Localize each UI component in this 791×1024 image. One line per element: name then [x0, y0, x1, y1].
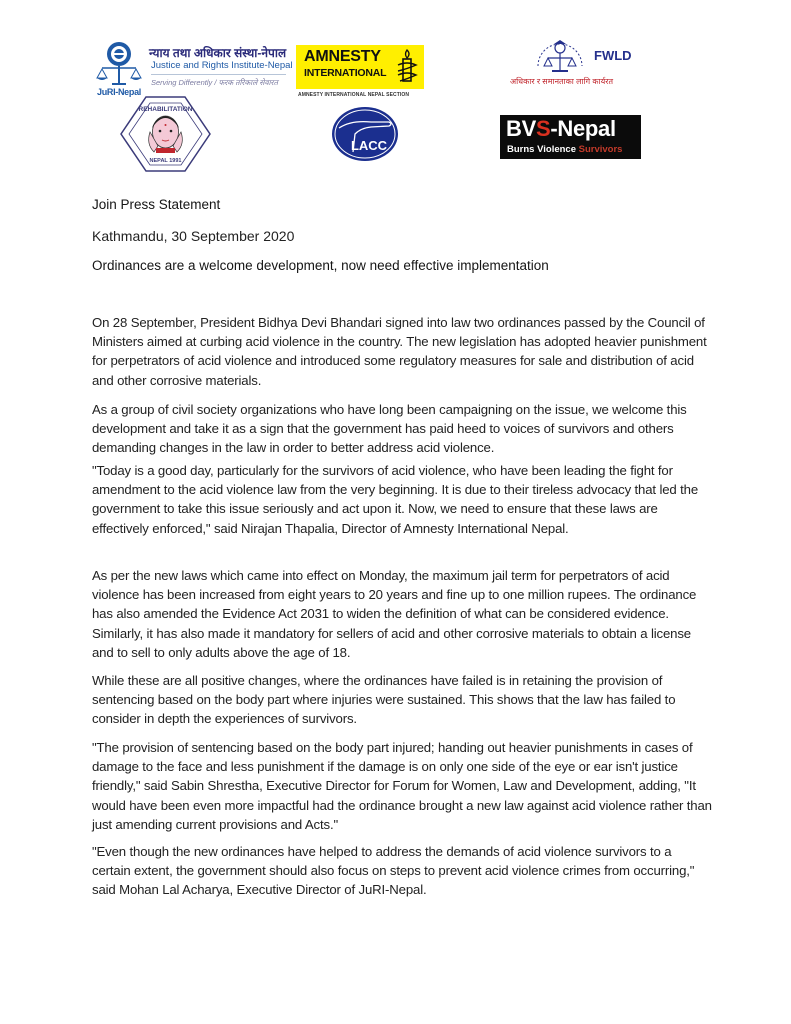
amnesty-international-logo [296, 45, 424, 99]
paragraph-3: "Today is a good day, particularly for the survivors of acid violence, who have been leading the fight for amendment to the acid violence law from the very beginning. It is due to their tireless advocacy that led the government to take this issue seriously and act upon it. Now, we need to ensure that these laws are effectively enforced," said Nirajan Thapalia, Director of Amnesty International Nepal. [92, 463, 699, 536]
lacc-hand-emblem-icon [331, 106, 399, 162]
svg-text:REHABILITATION: REHABILITATION [138, 106, 193, 113]
paragraph-2: As a group of civil society organizations who have long been campaigning on the issue, we welcome this development and take it as a sign that the government has paid heed to voices of survivors and others demanding changes in the law in order to better address acid violence. [92, 402, 687, 456]
candle-in-barbed-wire-icon [396, 49, 418, 85]
paragraph-4: As per the new laws which came into effect on Monday, the maximum jail term for perpetrators of acid violence has been increased from eight years to 20 years and fine up to one million rupees. The ordinance has also amended the Evidence Act 2031 to widen the definition of what can be considered evidence. Similarly, it has also made it mandatory for sellers of acid and other corrosive materials to obtain a license and to sell to only adults above the age of 18. [92, 568, 697, 660]
fwld-logo [510, 32, 670, 107]
paragraph-6: "The provision of sentencing based on the body part injured; handing out heavier punishments in cases of damage to the face and less punishment if the damage is on only one side of the eye or ear isn't justice friendly," said Sabin Shrestha, Executive Director for Forum for Women, Law and Development, adding, "It would have been even more impactful had the ordinance brought a new law against acid violence rather than just amending current provisions and Acts." [92, 740, 712, 832]
paragraph-1: On 28 September, President Bidhya Devi Bhandari signed into law two ordinances passed by the Council of Ministers aimed at curbing acid violence in the country. The new legislation has adopted heavier punishment for perpetrators of acid violence and introduced some regulatory measures for sale and distribution of acid and other corrosive materials. [92, 315, 707, 388]
fwld-tagline: अधिकार र समानताका लागि कार्यरत [510, 77, 614, 86]
womens-rehabilitation-centre-logo [118, 94, 213, 174]
svg-text:NEPAL 1991: NEPAL 1991 [149, 158, 182, 164]
bvs-tagline: Burns Violence Survivors [507, 144, 623, 155]
statement-title: Ordinances are a welcome development, now need effective implementation [92, 258, 549, 273]
dateline: Kathmandu, 30 September 2020 [92, 228, 295, 244]
fwld-name: FWLD [594, 48, 632, 63]
svg-text:LACC: LACC [350, 138, 388, 153]
amnesty-line2: INTERNATIONAL [304, 67, 387, 79]
amnesty-line1: AMNESTY [304, 48, 381, 65]
fwld-seal-icon [532, 32, 588, 78]
lacc-logo [331, 106, 399, 162]
wrc-face-emblem-icon [118, 94, 213, 174]
amnesty-subtitle: AMNESTY INTERNATIONAL NEPAL SECTION [298, 92, 410, 98]
juri-nepali-name: न्याय तथा अधिकार संस्था-नेपाल [149, 46, 287, 60]
juri-english-name: Justice and Rights Institute-Nepal [151, 60, 293, 71]
paragraph-5: While these are all positive changes, where the ordinances have failed is in retaining the provision of sentencing based on the body part where injuries were sustained. This shows that the law has failed to consider in depth the experiences of survivors. [92, 673, 676, 727]
paragraph-7: "Even though the new ordinances have helped to address the demands of acid violence survivors to a certain extent, the government should also focus on steps to prevent acid violence crimes from occurring," said Mohan Lal Acharya, Executive Director of JuRI-Nepal. [92, 844, 695, 898]
bvs-name: BVS-Nepal [506, 116, 616, 141]
juri-emblem-label: JuRI-Nepal [96, 87, 141, 97]
juri-divider [151, 74, 286, 75]
juri-nepal-logo [94, 40, 294, 100]
bvs-nepal-logo [500, 115, 641, 159]
document-label: Join Press Statement [92, 197, 221, 212]
juri-tagline: Serving Differently / फरक तरिकाले सेवारत [151, 78, 278, 87]
logo-header [0, 0, 791, 180]
